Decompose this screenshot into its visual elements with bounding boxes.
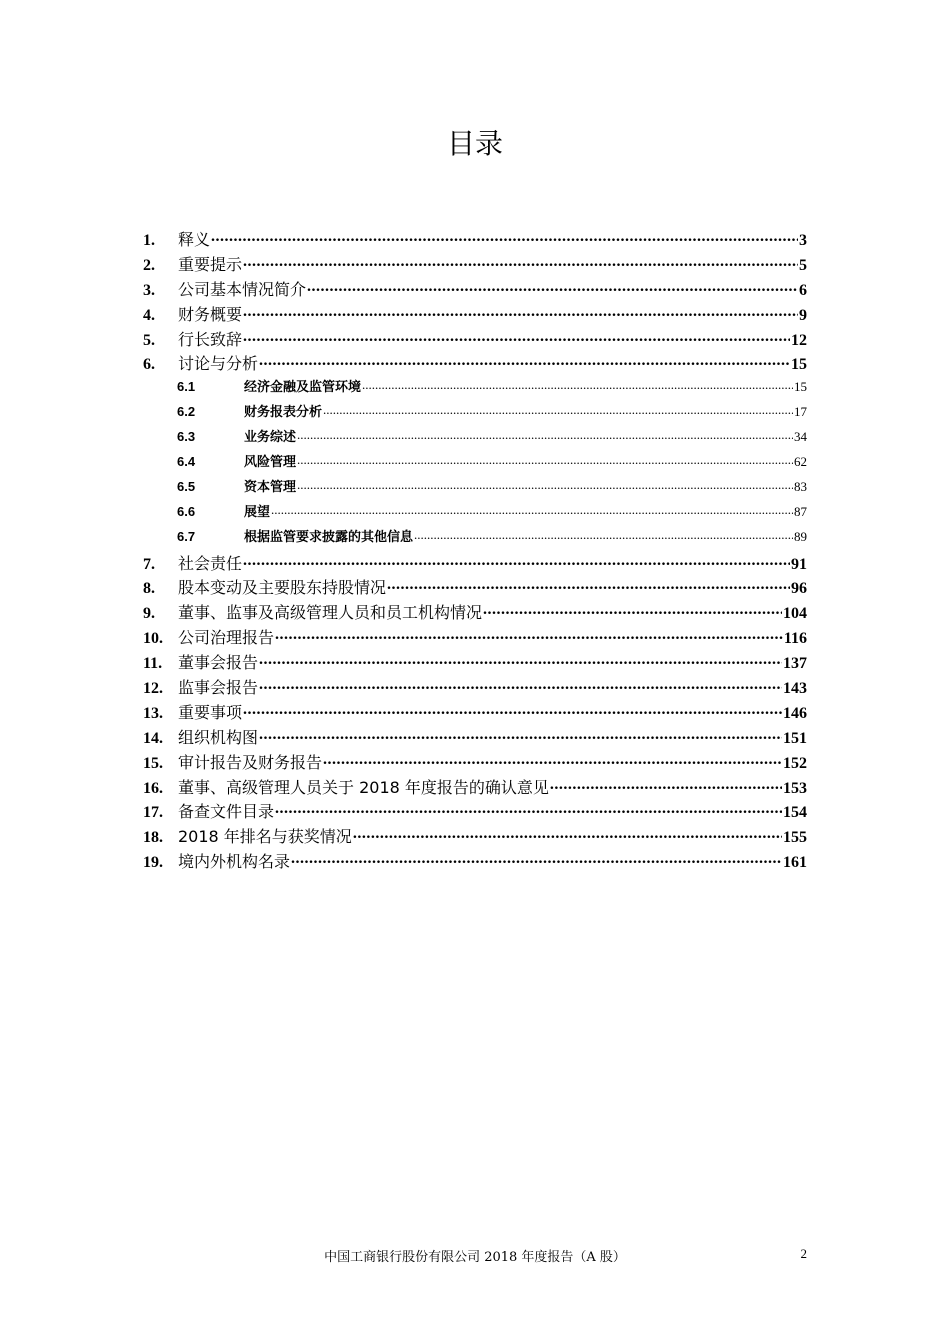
- footer-report-title: 中国工商银行股份有限公司 2018 年度报告（A 股）: [324, 1250, 626, 1265]
- toc-entry-title: 财务报表分析: [244, 405, 323, 421]
- toc-entry-number: 6.5: [177, 478, 196, 494]
- toc-entry-title: 风险管理: [244, 455, 297, 471]
- dot-leader: [271, 503, 793, 516]
- toc-entry[interactable]: [143, 775, 807, 800]
- toc-entry-title: 根据监管要求披露的其他信息: [244, 529, 414, 545]
- toc-entry-page-number: 34: [794, 429, 807, 445]
- toc-entry-page-number: 96: [791, 580, 807, 598]
- dot-leader: [353, 826, 782, 842]
- toc-entry-page-number: 87: [794, 503, 807, 519]
- toc-entry-number: 1.: [143, 232, 155, 249]
- toc-entry-number: 11.: [143, 655, 163, 673]
- toc-entry-number: 6.1: [177, 379, 196, 395]
- toc-entry-number: 2.: [143, 256, 155, 274]
- toc-entry-title: 重要提示: [178, 254, 243, 274]
- toc-entry[interactable]: [143, 824, 807, 849]
- toc-entry-title: 董事、高级管理人员关于 2018 年度报告的确认意见: [178, 777, 549, 797]
- dot-leader: [211, 229, 798, 245]
- dot-leader: [259, 652, 782, 668]
- toc-entry-page-number: 104: [783, 605, 807, 623]
- toc-entry[interactable]: [143, 551, 807, 576]
- toc-entry-page-number: 9: [799, 306, 807, 324]
- toc-entry-page-number: 155: [783, 829, 807, 847]
- toc-entry-number: 16.: [143, 779, 163, 797]
- dot-leader: [323, 752, 782, 768]
- toc-entry-page-number: 83: [794, 478, 807, 494]
- toc-entry-number: 8.: [143, 580, 155, 598]
- toc-entry-page-number: 143: [783, 680, 807, 698]
- toc-entry[interactable]: [143, 575, 807, 600]
- toc-entry-page-number: 89: [794, 528, 807, 544]
- toc-entry-title: 业务综述: [244, 430, 297, 446]
- toc-entry[interactable]: [143, 675, 807, 700]
- toc-entry-title: 公司基本情况简介: [178, 279, 307, 299]
- toc-entry-title: 监事会报告: [178, 678, 259, 698]
- toc-entry-title: 社会责任: [178, 553, 243, 573]
- dot-leader: [323, 403, 793, 416]
- dot-leader: [297, 453, 793, 466]
- toc-entry-number: 15.: [143, 754, 163, 772]
- toc-entry[interactable]: [143, 351, 807, 376]
- toc-entry-page-number: 153: [783, 779, 807, 797]
- toc-entry[interactable]: [143, 501, 807, 526]
- dot-leader: [275, 627, 783, 643]
- toc-entry-number: 6.6: [177, 503, 196, 519]
- dot-leader: [307, 279, 798, 295]
- page-title: 目录: [446, 127, 503, 160]
- dot-leader: [483, 602, 782, 618]
- dot-leader: [291, 851, 782, 867]
- toc-entry-page-number: 12: [791, 331, 807, 349]
- toc-entry-page-number: 152: [783, 754, 807, 772]
- toc-entry-title: 境内外机构名录: [178, 852, 291, 872]
- toc-entry-title: 2018 年排名与获奖情况: [178, 827, 352, 847]
- toc-entry[interactable]: [143, 376, 807, 401]
- toc-entry-page-number: 15: [791, 356, 807, 374]
- toc-entry-page-number: 116: [783, 630, 807, 648]
- toc-entry[interactable]: [143, 526, 807, 551]
- dot-leader: [243, 553, 790, 569]
- toc-entry-title: 经济金融及监管环境: [244, 380, 362, 396]
- footer-page-number: 2: [800, 1246, 807, 1261]
- toc-entry-number: 3.: [143, 281, 155, 299]
- toc-entry[interactable]: [143, 799, 807, 824]
- toc-entry[interactable]: [143, 277, 807, 302]
- toc-entry[interactable]: [143, 700, 807, 725]
- toc-entry[interactable]: [143, 750, 807, 775]
- dot-leader: [243, 254, 798, 270]
- toc-entry[interactable]: [143, 650, 807, 675]
- page-footer: [0, 1246, 950, 1266]
- toc-entry-number: 6.4: [177, 454, 196, 470]
- toc-entry[interactable]: [143, 327, 807, 352]
- dot-leader: [362, 378, 793, 391]
- toc-entry-page-number: 3: [799, 232, 807, 249]
- toc-entry-number: 18.: [143, 829, 163, 847]
- toc-entry-page-number: 151: [783, 729, 807, 747]
- toc-entry-page-number: 161: [783, 854, 807, 872]
- toc-entry-number: 7.: [143, 555, 155, 573]
- toc-entry-title: 董事、监事及高级管理人员和员工机构情况: [178, 603, 483, 623]
- toc-entry-title: 组织机构图: [178, 727, 259, 747]
- toc-entry-number: 12.: [143, 680, 163, 698]
- dot-leader: [275, 801, 782, 817]
- toc-entry[interactable]: [143, 302, 807, 327]
- dot-leader: [259, 353, 790, 369]
- toc-entry-title: 资本管理: [244, 479, 297, 495]
- toc-entry-title: 重要事项: [178, 702, 243, 722]
- toc-entry-title: 释义: [178, 230, 211, 249]
- toc-entry-page-number: 137: [783, 655, 807, 673]
- toc-entry-title: 展望: [244, 504, 271, 520]
- toc-entry[interactable]: [143, 849, 807, 874]
- dot-leader: [550, 777, 782, 793]
- toc-entry-title: 董事会报告: [178, 653, 259, 673]
- toc-entry-page-number: 62: [794, 454, 807, 470]
- toc-entry-number: 6.: [143, 356, 155, 374]
- table-of-contents: [143, 227, 807, 874]
- toc-entry-number: 13.: [143, 704, 163, 722]
- toc-entry-number: 5.: [143, 331, 155, 349]
- toc-entry-page-number: 6: [799, 281, 807, 299]
- toc-entry-page-number: 154: [783, 804, 807, 822]
- toc-entry-title: 公司治理报告: [178, 628, 275, 648]
- toc-entry-page-number: 146: [783, 704, 807, 722]
- toc-entry[interactable]: [143, 600, 807, 625]
- toc-entry[interactable]: [143, 227, 807, 252]
- dot-leader: [259, 677, 782, 693]
- toc-entry-number: 4.: [143, 306, 155, 324]
- toc-entry-title: 审计报告及财务报告: [178, 752, 323, 772]
- dot-leader: [297, 478, 793, 491]
- toc-entry-title: 股本变动及主要股东持股情况: [178, 578, 387, 598]
- dot-leader: [414, 528, 793, 541]
- toc-entry-page-number: 91: [791, 555, 807, 573]
- dot-leader: [259, 727, 782, 743]
- toc-entry-number: 17.: [143, 804, 163, 822]
- toc-entry[interactable]: [143, 476, 807, 501]
- toc-entry-number: 9.: [143, 605, 155, 623]
- toc-entry-number: 19.: [143, 854, 163, 872]
- toc-entry-number: 14.: [143, 729, 163, 747]
- toc-entry-title: 备查文件目录: [178, 802, 275, 822]
- dot-leader: [243, 329, 790, 345]
- toc-entry[interactable]: [143, 401, 807, 426]
- toc-entry-number: 10.: [143, 630, 163, 648]
- toc-entry-number: 6.7: [177, 528, 196, 544]
- dot-leader: [243, 304, 798, 320]
- toc-entry[interactable]: [143, 252, 807, 277]
- toc-entry-page-number: 17: [794, 404, 807, 420]
- toc-entry-number: 6.3: [177, 429, 196, 445]
- dot-leader: [297, 428, 793, 441]
- dot-leader: [387, 577, 790, 593]
- toc-entry-title: 行长致辞: [178, 329, 243, 349]
- toc-entry-title: 讨论与分析: [178, 354, 259, 374]
- toc-entry-title: 财务概要: [178, 304, 243, 324]
- dot-leader: [243, 702, 782, 718]
- toc-entry-page-number: 5: [799, 256, 807, 274]
- toc-entry[interactable]: [143, 451, 807, 476]
- toc-entry[interactable]: [143, 625, 807, 650]
- toc-entry-page-number: 15: [794, 379, 807, 395]
- toc-entry[interactable]: [143, 725, 807, 750]
- toc-entry[interactable]: [143, 426, 807, 451]
- toc-entry-number: 6.2: [177, 404, 196, 420]
